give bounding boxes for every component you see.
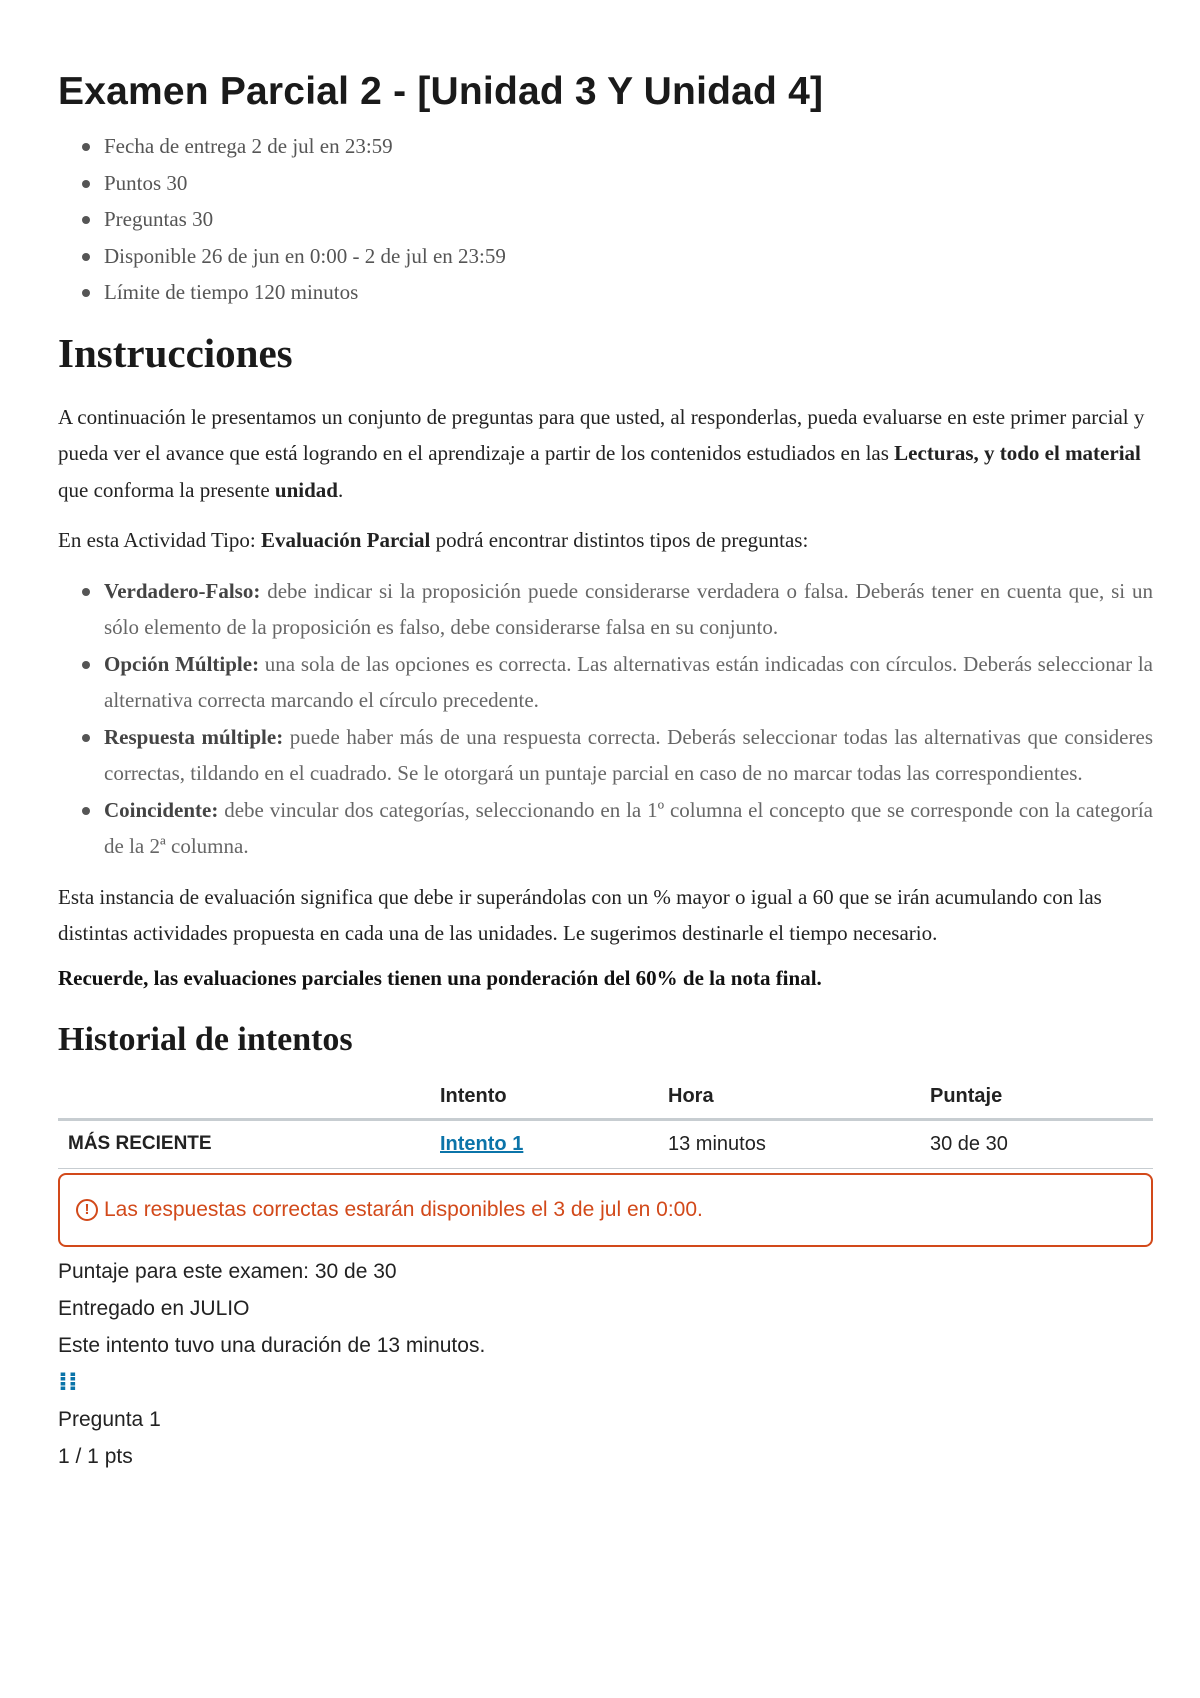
question-title: Pregunta 1	[58, 1407, 161, 1431]
time-limit: Límite de tiempo 120 minutos	[82, 274, 1153, 311]
correct-answers-alert	[58, 1173, 1153, 1247]
availability: Disponible 26 de jun en 0:00 - 2 de jul en 23:59	[82, 238, 1153, 275]
history-heading: Historial de intentos	[58, 1020, 353, 1058]
type-multiple-answer: Respuesta múltiple: puede haber más de una respuesta correcta. Deberás seleccionar todas las alternativas que consideres correctas, tildando en el cuadrado. Se le otorgará un puntaje parcial en caso de no marcar todas las correspondientes.	[82, 719, 1153, 792]
column-header-attempt: Intento	[440, 1077, 668, 1120]
attempt-cell	[440, 1119, 668, 1168]
column-header-time: Hora	[668, 1077, 930, 1120]
attempt-summary	[58, 1253, 1153, 1475]
time-cell: 13 minutos	[668, 1119, 930, 1168]
attempt-duration: Este intento tuvo una duración de 13 minutos.	[58, 1333, 486, 1357]
points: Puntos 30	[82, 165, 1153, 202]
column-header-score: Puntaje	[930, 1077, 1153, 1120]
instructions-paragraph-1: A continuación le presentamos un conjunto de preguntas para que usted, al responderlas, pueda evaluarse en este primer parcial y pueda ver el avance que está logrando en el aprendizaje a partir de los contenidos estudiados en las Lecturas, y todo el material que conforma la presente unidad.	[58, 404, 1145, 502]
attempts-table	[58, 1077, 1153, 1169]
instructions-paragraph-3: Esta instancia de evaluación significa que debe ir superándolas con un % mayor o igual a 60 que se irán acumulando con las distintas actividades propuesta en cada una de las unidades. Le sugerimos destinarle el tiempo necesario.	[58, 884, 1102, 945]
instructions-paragraph-2: En esta Actividad Tipo: Evaluación Parcial podrá encontrar distintos tipos de preguntas:	[58, 528, 809, 552]
exam-title: Examen Parcial 2 - [Unidad 3 Y Unidad 4]	[58, 70, 824, 113]
type-matching: Coincidente: debe vincular dos categorías, seleccionando en la 1º columna el concepto que se corresponde con la categoría de la 2ª columna.	[82, 792, 1153, 865]
questions-count: Preguntas 30	[82, 201, 1153, 238]
exam-meta-list	[58, 128, 1153, 311]
alert-text: Las respuestas correctas estarán disponibles el 3 de jul en 0:00.	[104, 1197, 703, 1221]
score-cell: 30 de 30	[930, 1119, 1153, 1168]
question-types-list	[58, 573, 1153, 865]
weighting-reminder: Recuerde, las evaluaciones parciales tienen una ponderación del 60% de la nota final.	[58, 965, 822, 990]
question-points: 1 / 1 pts	[58, 1444, 133, 1468]
table-row	[58, 1119, 1153, 1168]
attempt-1-link[interactable]: Intento 1	[440, 1132, 524, 1155]
column-header-empty	[58, 1077, 440, 1120]
type-true-false: Verdadero-Falso: debe indicar si la proposición puede considerarse verdadera o falsa. Deberás tener en cuenta que, si un sólo elemento de la proposición es falso, debe considerarse falsa en su conjunto.	[82, 573, 1153, 646]
exam-score: Puntaje para este examen: 30 de 30	[58, 1259, 397, 1283]
type-multiple-choice: Opción Múltiple: una sola de las opciones es correcta. Las alternativas están indicadas con círculos. Deberás seleccionar la alternativa correcta marcando el círculo precedente.	[82, 646, 1153, 719]
exam-page	[58, 70, 1153, 1475]
instructions-heading: Instrucciones	[58, 329, 293, 376]
drag-handle-icon[interactable]: ⁞⁞	[58, 1366, 78, 1397]
warning-icon: !	[76, 1199, 98, 1221]
most-recent-label: MÁS RECIENTE	[58, 1119, 440, 1168]
due-date: Fecha de entrega 2 de jul en 23:59	[82, 128, 1153, 165]
table-header-row	[58, 1077, 1153, 1120]
submitted-info: Entregado en JULIO	[58, 1296, 250, 1320]
